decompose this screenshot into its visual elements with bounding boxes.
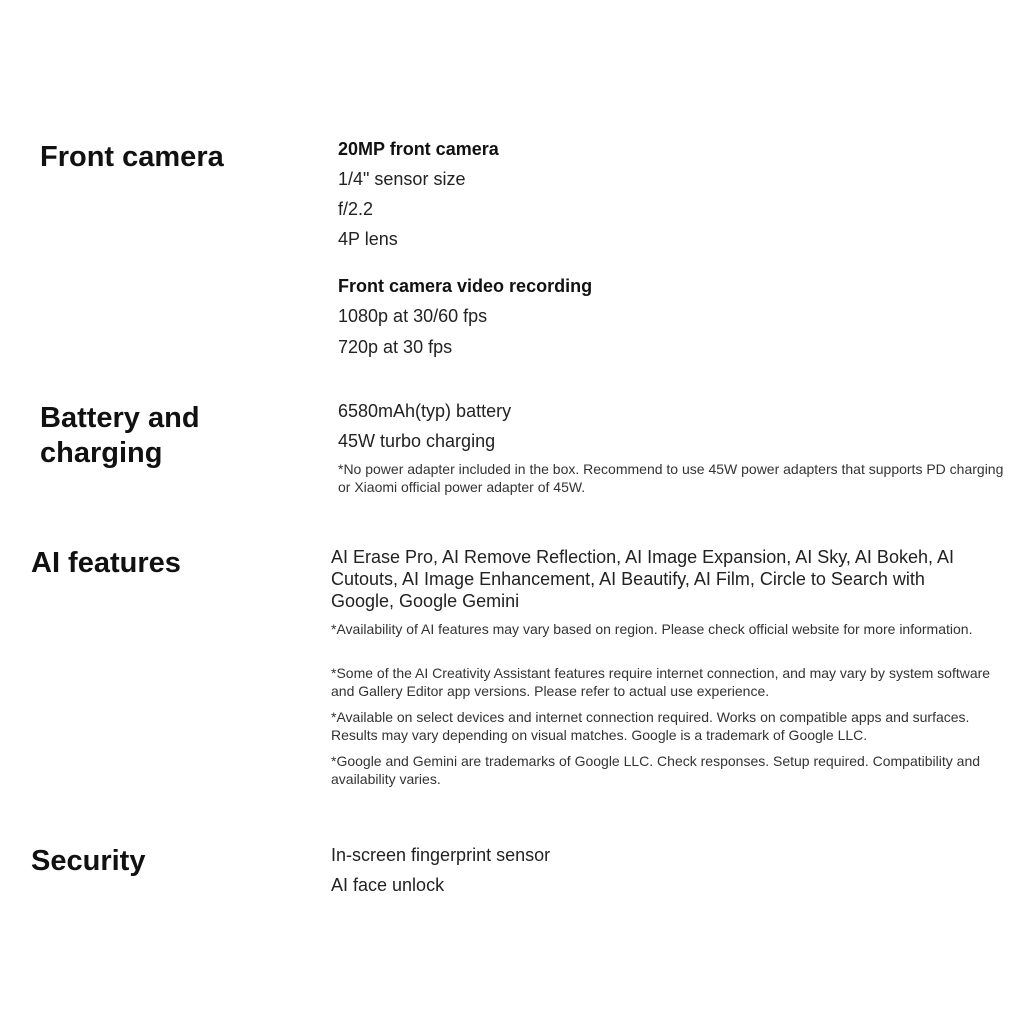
battery-charging: 45W turbo charging: [338, 431, 496, 451]
front-camera-title: Front camera: [40, 141, 224, 173]
battery-note: *No power adapter included in the box. Recommend to use 45W power adapters that supports PD charging or Xiaomi official power adapter of 45W.: [338, 461, 1004, 495]
spec-sensor-size: 1/4" sensor size: [338, 169, 466, 189]
battery-capacity: 6580mAh(typ) battery: [338, 401, 512, 421]
ai-note-google-devices: *Available on select devices and internet connection required. Works on compatible apps and surfaces. Results may vary depending on visual matches. Google is a trademark of Google LLC.: [331, 709, 970, 743]
security-face-unlock: AI face unlock: [331, 875, 445, 895]
ai-features-description: AI Erase Pro, AI Remove Reflection, AI Image Expansion, AI Sky, AI Bokeh, AI Cutouts, AI Image Enhancement, AI Beautify, AI Film, Circle to Search with Google, Google Gemini: [331, 547, 954, 611]
ai-note-trademarks: *Google and Gemini are trademarks of Google LLC. Check responses. Setup required. Compatibility and availability varies.: [331, 753, 981, 787]
battery-title-line-2: charging: [40, 437, 163, 469]
security-fingerprint: In-screen fingerprint sensor: [331, 845, 551, 865]
spec-aperture: f/2.2: [338, 199, 374, 219]
spec-lens: 4P lens: [338, 229, 398, 249]
front-camera-main-heading: 20MP front camera: [338, 139, 499, 159]
ai-note-availability: *Availability of AI features may vary based on region. Please check official website for more information.: [331, 621, 973, 637]
front-camera-video-heading: Front camera video recording: [338, 276, 593, 296]
ai-features-title: AI features: [31, 547, 181, 579]
battery-title-line-1: Battery and: [40, 402, 200, 434]
video-spec-720p: 720p at 30 fps: [338, 337, 453, 357]
ai-note-creativity: *Some of the AI Creativity Assistant features require internet connection, and may vary by system software and Gallery Editor app versions. Please refer to actual use experience.: [331, 665, 991, 699]
video-spec-1080p: 1080p at 30/60 fps: [338, 306, 488, 326]
security-title: Security: [31, 845, 146, 877]
